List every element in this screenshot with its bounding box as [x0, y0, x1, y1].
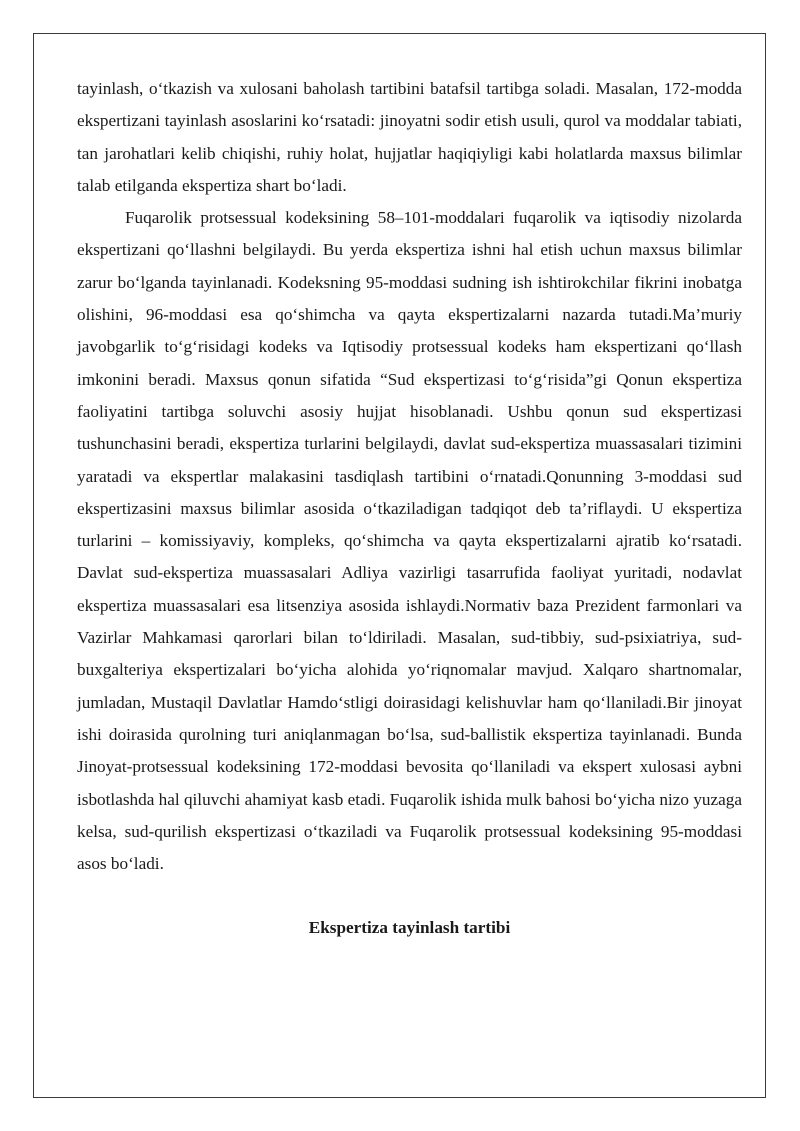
paragraph-continuation: tayinlash, o‘tkazish va xulosani baholash tartibini batafsil tartibga soladi. Masalan, 172-modda ekspertizani tayinlash asoslarini ko‘rsatadi: jinoyatni sodir etish usuli, qurol va moddalar tabiati, tan jarohatlari kelib chiqishi, ruhiy holat, hujjatlar haqiqiyligi kabi holatlarda maxsus bilimlar talab etilganda ekspertiza shart bo‘ladi.	[77, 79, 742, 195]
section-heading: Ekspertiza tayinlash tartibi	[308, 918, 511, 938]
document-body	[77, 73, 742, 945]
paragraph-legal-framework: Fuqarolik protsessual kodeksining 58–101-moddalari fuqarolik va iqtisodiy nizolarda ekspertizani qo‘llashni belgilaydi. Bu yerda ekspertiza ishni hal etish uchun maxsus bilimlar zarur bo‘lganda tayinlanadi. Kodeksning 95-moddasi sudning ish ishtirokchilar fikrini inobatga olishini, 96-moddasi esa qo‘shimcha va qayta ekspertizalarni nazarda tutadi.Ma’muriy javobgarlik to‘g‘risidagi kodeks va Iqtisodiy protsessual kodeks ham ekspertizani qo‘llash imkonini beradi. Maxsus qonun sifatida “Sud ekspertizasi to‘g‘risida”gi Qonun ekspertiza faoliyatini tartibga soluvchi asosiy hujjat hisoblanadi. Ushbu qonun sud ekspertizasi tushunchasini beradi, ekspertiza turlarini belgilaydi, davlat sud-ekspertiza muassasalari tizimini yaratadi va ekspertlar malakasini tasdiqlash tartibini o‘rnatadi.Qonunning 3-moddasi sud ekspertizasini maxsus bilimlar asosida o‘tkaziladigan tadqiqot deb ta’riflaydi. U ekspertiza turlarini – komissiyaviy, kompleks, qo‘shimcha va qayta ekspertizalarni ajratib ko‘rsatadi. Davlat sud-ekspertiza muassasalari Adliya vazirligi tasarrufida faoliyat yuritadi, nodavlat ekspertiza muassasalari esa litsenziya asosida ishlaydi.Normativ baza Prezident farmonlari va Vazirlar Mahkamasi qarorlari bilan to‘ldiriladi. Masalan, sud-tibbiy, sud-psixiatriya, sud-buxgalteriya ekspertizalari bo‘yicha alohida yo‘riqnomalar mavjud. Xalqaro shartnomalar, jumladan, Mustaqil Davlatlar Hamdo‘stligi doirasidagi kelishuvlar ham qo‘llaniladi.Bir jinoyat ishi doirasida qurolning turi aniqlanmagan bo‘lsa, sud-ballistik ekspertiza tayinlanadi. Bunda Jinoyat-protsessual kodeksining 172-moddasi bevosita qo‘llaniladi va ekspert xulosasi aybni isbotlashda hal qiluvchi ahamiyat kasb etadi. Fuqarolik ishida mulk bahosi bo‘yicha nizo yuzaga kelsa, sud-qurilish ekspertizasi o‘tkaziladi va Fuqarolik protsessual kodeksining 95-moddasi asos bo‘ladi.	[77, 208, 742, 874]
